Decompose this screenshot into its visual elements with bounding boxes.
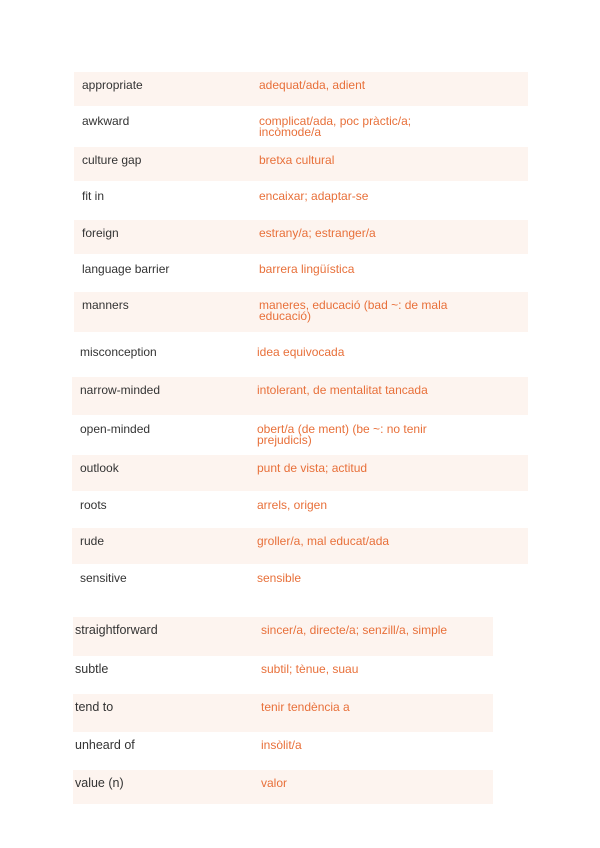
glossary-row [72,416,528,454]
glossary-term: tend to [75,700,114,714]
glossary-row [74,72,528,106]
glossary-term: subtle [75,662,109,676]
glossary-term: unheard of [75,738,135,752]
glossary-row [72,492,528,528]
glossary-definition: intolerant, de mentalitat tancada [257,383,428,397]
glossary-definition: obert/a (de ment) (be ~: no tenir prejudicis) [257,422,427,447]
glossary-row [73,656,493,694]
glossary-row [74,183,528,217]
glossary-term: fit in [82,189,105,203]
glossary-definition: punt de vista; actitud [257,461,368,475]
glossary-definition: estrany/a; estranger/a [259,226,376,240]
glossary-term: rude [80,534,105,548]
glossary-term: open-minded [80,422,151,436]
glossary-definition: adequat/ada, adient [259,78,366,92]
glossary-definition: complicat/ada, poc pràctic/a; incòmode/a [259,114,412,139]
glossary-row [72,377,528,415]
glossary-definition: subtil; tènue, suau [261,662,359,676]
glossary-row [74,256,528,290]
glossary-term: roots [80,498,107,512]
glossary-term: straightforward [75,623,158,637]
glossary-definition: maneres, educació (bad ~: de mala educació) [259,298,448,323]
glossary-row [73,617,493,656]
glossary-term: value (n) [75,776,124,790]
glossary-row [74,147,528,181]
glossary-definition: insòlit/a [261,738,302,752]
glossary-row [73,694,493,732]
glossary-definition: sensible [257,571,302,585]
glossary-term: narrow-minded [80,383,161,397]
glossary-row [74,292,528,332]
glossary-term: awkward [82,114,130,128]
glossary-term: culture gap [82,153,142,167]
glossary-definition: arrels, origen [257,498,328,512]
glossary-definition: idea equivocada [257,345,345,359]
glossary-row [73,732,493,770]
glossary-row [73,770,493,804]
glossary-definition: tenir tendència a [261,700,350,714]
glossary-row [72,528,528,564]
glossary-term: manners [82,298,129,312]
glossary-term: misconception [80,345,157,359]
glossary-definition: encaixar; adaptar-se [259,189,369,203]
glossary-row [72,339,528,375]
glossary-term: outlook [80,461,119,475]
glossary-term: foreign [82,226,119,240]
glossary-term: sensitive [80,571,127,585]
glossary-row [72,565,528,601]
glossary-term: appropriate [82,78,143,92]
glossary-definition: sincer/a, directe/a; senzill/a, simple [261,623,448,637]
glossary-definition: barrera lingüística [259,262,355,276]
glossary-definition: groller/a, mal educat/ada [257,534,390,548]
glossary-row [74,108,528,144]
glossary-row [72,455,528,491]
glossary-definition: bretxa cultural [259,153,335,167]
glossary-row [74,220,528,254]
glossary-term: language barrier [82,262,170,276]
glossary-definition: valor [261,776,288,790]
